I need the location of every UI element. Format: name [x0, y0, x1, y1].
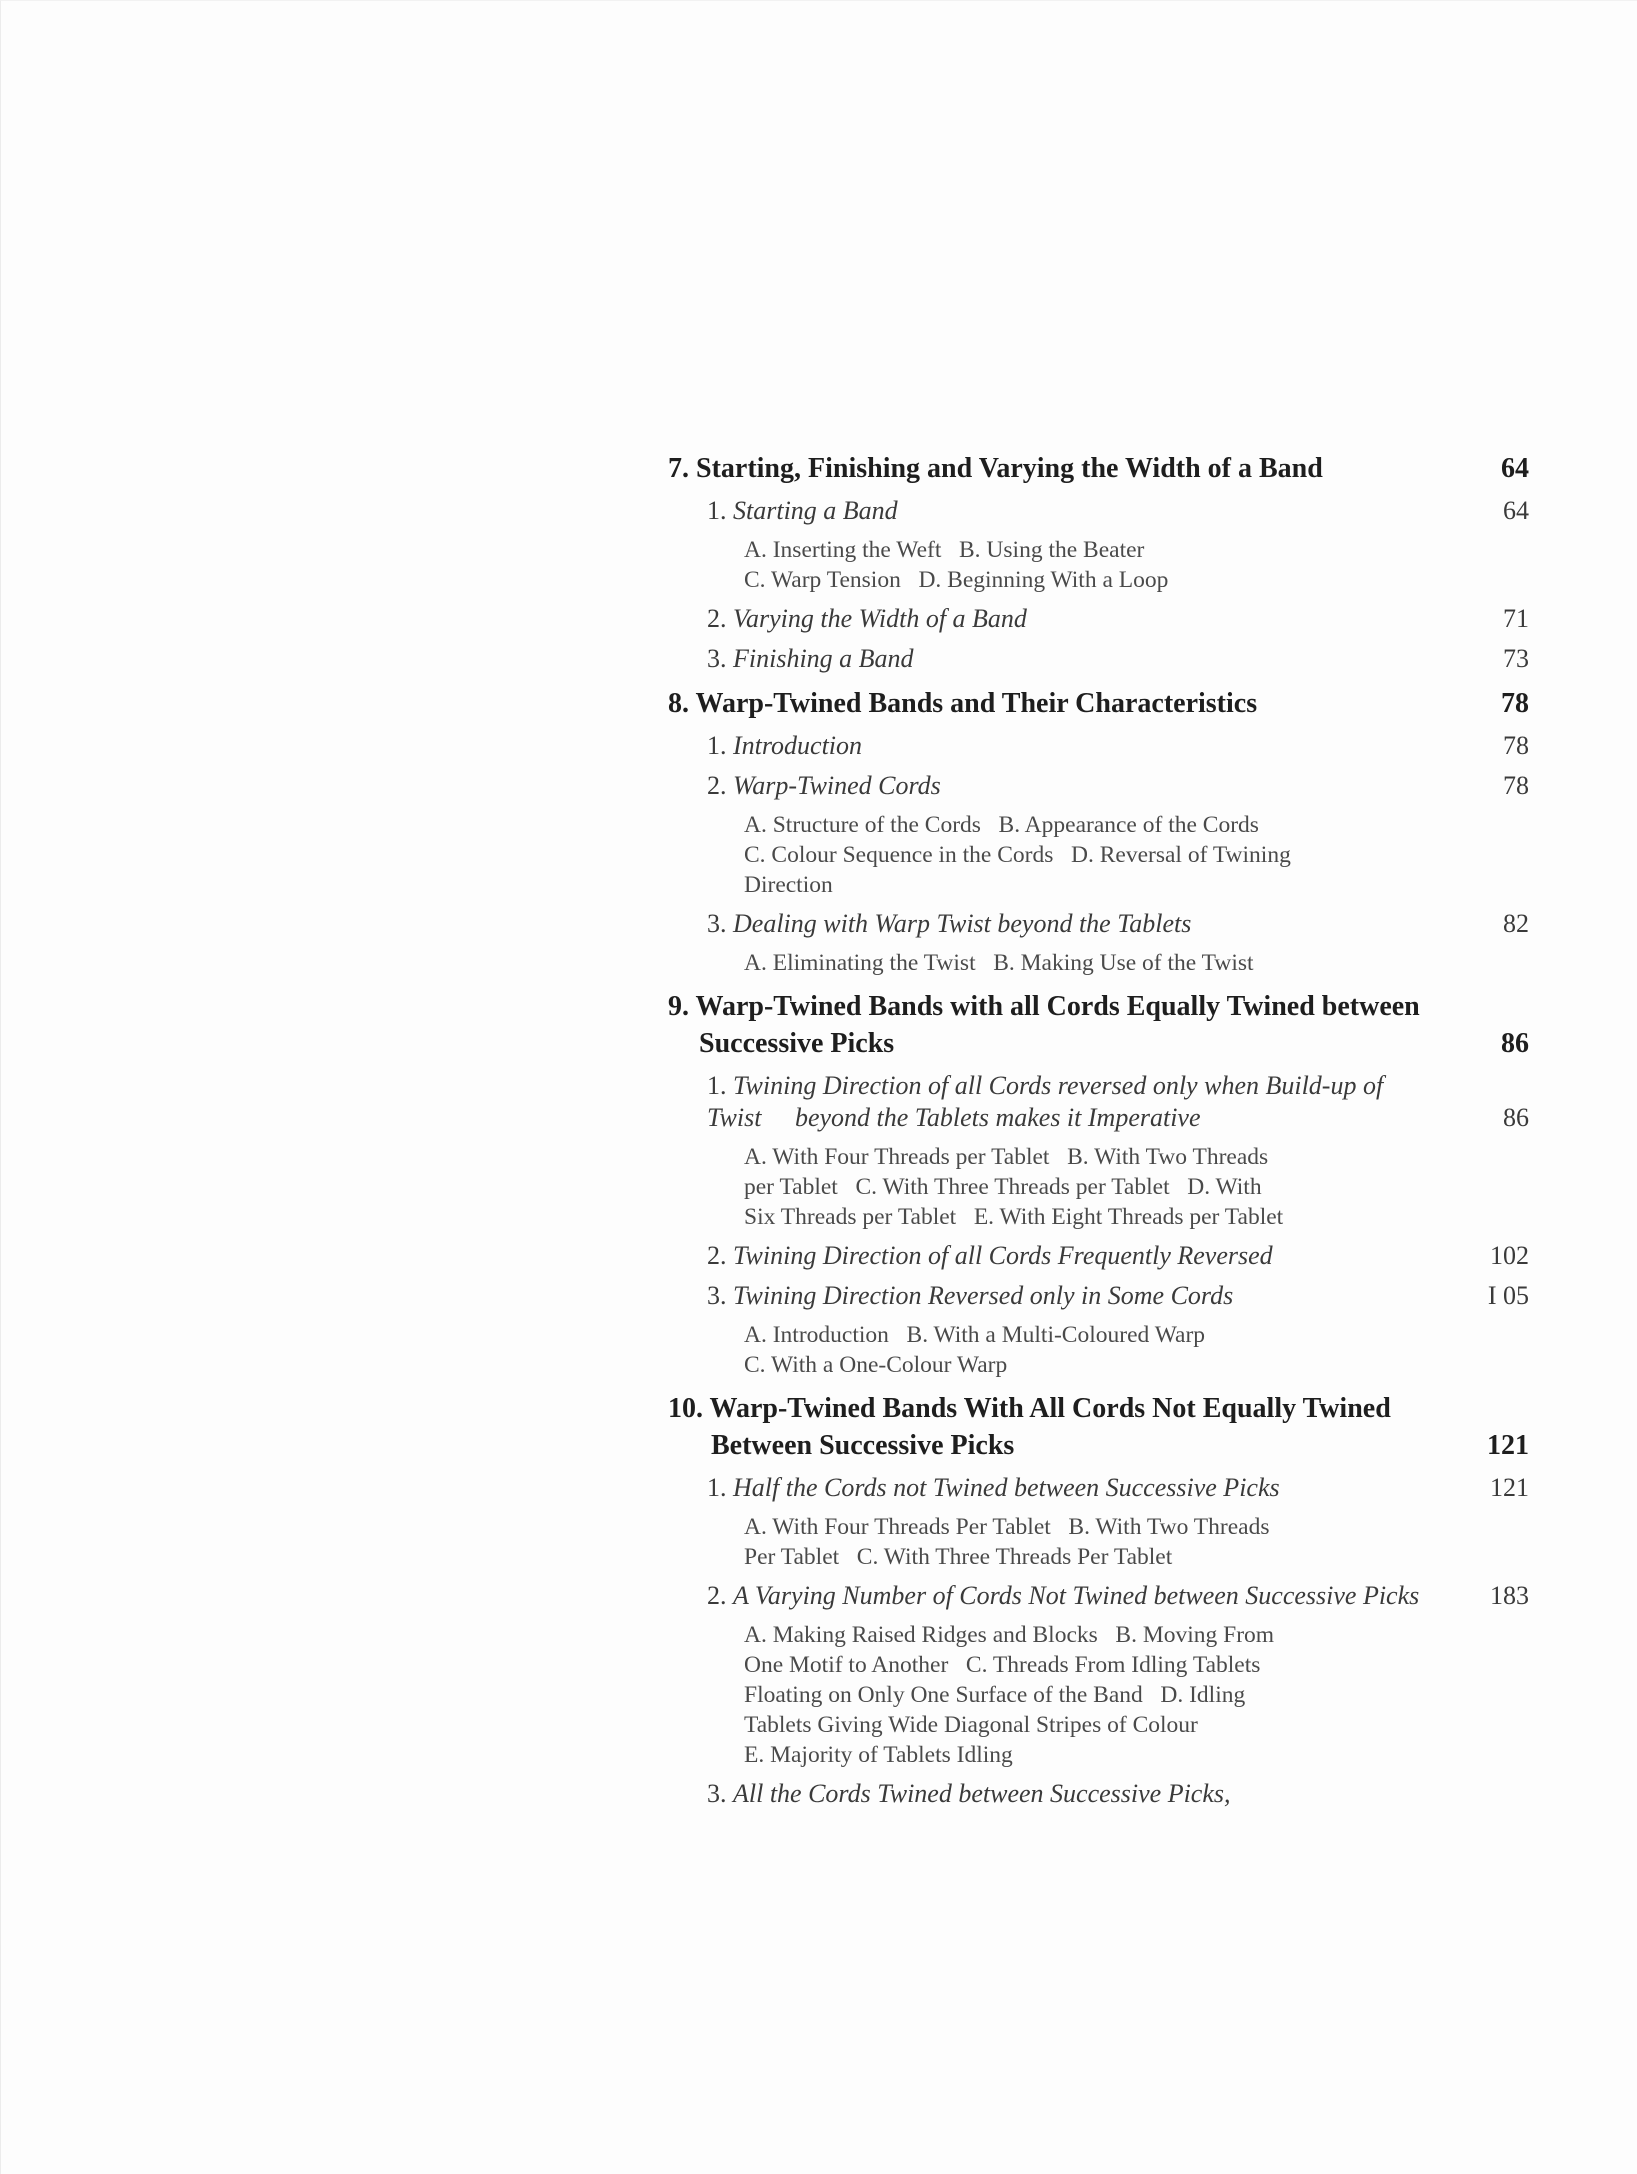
chapter-title: 7. Starting, Finishing and Varying the Width of a Band	[668, 453, 1323, 484]
page-number: 78	[1503, 731, 1529, 760]
section-number: 3.	[707, 1281, 727, 1310]
page-number: 78	[1503, 771, 1529, 800]
section-8-3	[668, 908, 1533, 940]
chapter-title-line2: Successive Picks	[699, 1028, 895, 1059]
section-7-2	[668, 603, 1533, 635]
section-number: 2.	[707, 1581, 727, 1610]
section-title: A Varying Number of Cords Not Twined between Successive Picks	[733, 1581, 1420, 1610]
subsection-list	[668, 1142, 1354, 1232]
section-number: 1.	[707, 1473, 727, 1502]
subsection-line: A. Inserting the Weft B. Using the Beater	[744, 537, 1145, 563]
subsection-line: Floating on Only One Surface of the Band D. Idling	[744, 1682, 1246, 1708]
section-title: Twining Direction Reversed only in Some Cords	[733, 1281, 1234, 1310]
subsection-line: A. Structure of the Cords B. Appearance of the Cords	[744, 812, 1259, 838]
section-number: 3.	[707, 644, 727, 673]
subsection-line: Per Tablet C. With Three Threads Per Tablet	[744, 1544, 1173, 1570]
page-number: 86	[1503, 1103, 1529, 1132]
page-number: 102	[1490, 1241, 1529, 1270]
section-number: 1.	[707, 1071, 727, 1100]
section-title: Introduction	[733, 731, 863, 760]
page-number: 183	[1490, 1581, 1529, 1610]
section-number: 3.	[707, 1779, 727, 1808]
subsection-line: A. With Four Threads per Tablet B. With Two Threads	[744, 1144, 1269, 1170]
subsection-list	[668, 1320, 1354, 1380]
section-title-line1: Twining Direction of all Cords reversed only when Build-up of Twist	[707, 1071, 1384, 1132]
section-number: 1.	[707, 731, 727, 760]
page-number: I 05	[1487, 1281, 1529, 1310]
section-title: Warp-Twined Cords	[733, 771, 941, 800]
subsection-line: A. Making Raised Ridges and Blocks B. Moving From	[744, 1622, 1275, 1648]
chapter-8-heading	[668, 685, 1533, 722]
chapter-9-heading	[668, 988, 1533, 1062]
page-number: 73	[1503, 644, 1529, 673]
subsection-list	[668, 948, 1354, 978]
subsection-line: per Tablet C. With Three Threads per Tablet D. With	[744, 1174, 1262, 1200]
section-10-1	[668, 1472, 1533, 1504]
section-9-3	[668, 1280, 1533, 1312]
section-title: All the Cords Twined between Successive Picks,	[733, 1779, 1231, 1808]
page-number: 64	[1503, 496, 1529, 525]
section-10-3	[668, 1778, 1533, 1810]
section-8-2	[668, 770, 1533, 802]
page-number: 64	[1501, 453, 1529, 484]
chapter-title-line1: 9. Warp-Twined Bands with all Cords Equally Twined between	[668, 991, 1420, 1022]
chapter-10-heading	[668, 1390, 1533, 1464]
subsection-line: A. Introduction B. With a Multi-Coloured Warp	[744, 1322, 1206, 1348]
section-number: 2.	[707, 1241, 727, 1270]
section-number: 2.	[707, 771, 727, 800]
subsection-line: Six Threads per Tablet E. With Eight Threads per Tablet	[744, 1204, 1284, 1230]
section-9-1	[668, 1070, 1533, 1134]
subsection-line: Tablets Giving Wide Diagonal Stripes of Colour	[744, 1712, 1198, 1738]
section-number: 2.	[707, 604, 727, 633]
page-number: 82	[1503, 909, 1529, 938]
section-10-2	[668, 1580, 1533, 1612]
section-title: Dealing with Warp Twist beyond the Tablets	[733, 909, 1192, 938]
page-number: 121	[1487, 1430, 1529, 1461]
chapter-title-line1: 10. Warp-Twined Bands With All Cords Not Equally Twined	[668, 1393, 1391, 1424]
section-number: 3.	[707, 909, 727, 938]
subsection-line: One Motif to Another C. Threads From Idling Tablets	[744, 1652, 1261, 1678]
subsection-list	[668, 1512, 1354, 1572]
subsection-list	[668, 810, 1354, 900]
section-title: Varying the Width of a Band	[733, 604, 1027, 633]
section-title: Twining Direction of all Cords Frequently Reversed	[733, 1241, 1273, 1270]
section-title: Finishing a Band	[733, 644, 914, 673]
subsection-line: Direction	[744, 872, 833, 898]
subsection-line: E. Majority of Tablets Idling	[744, 1742, 1013, 1768]
subsection-line: C. Warp Tension D. Beginning With a Loop	[744, 567, 1169, 593]
chapter-title-line2: Between Successive Picks	[711, 1430, 1015, 1461]
section-title-line2: beyond the Tablets makes it Imperative	[794, 1103, 1201, 1132]
subsection-line: A. Eliminating the Twist B. Making Use of the Twist	[744, 950, 1254, 976]
subsection-line: A. With Four Threads Per Tablet B. With Two Threads	[744, 1514, 1270, 1540]
section-7-1	[668, 495, 1533, 527]
section-number: 1.	[707, 496, 727, 525]
section-title: Half the Cords not Twined between Successive Picks	[733, 1473, 1280, 1502]
page-number: 78	[1501, 688, 1529, 719]
page-number: 86	[1501, 1028, 1529, 1059]
table-of-contents	[668, 450, 1533, 1810]
chapter-7-heading	[668, 450, 1533, 487]
subsection-list	[668, 1620, 1354, 1770]
section-7-3	[668, 643, 1533, 675]
section-8-1	[668, 730, 1533, 762]
section-title: Starting a Band	[733, 496, 898, 525]
page-number: 121	[1490, 1473, 1529, 1502]
subsection-list	[668, 535, 1354, 595]
section-9-2	[668, 1240, 1533, 1272]
chapter-title: 8. Warp-Twined Bands and Their Characteristics	[668, 688, 1258, 719]
subsection-line: C. With a One-Colour Warp	[744, 1352, 1008, 1378]
subsection-line: C. Colour Sequence in the Cords D. Reversal of Twining	[744, 842, 1291, 868]
page-number: 71	[1503, 604, 1529, 633]
